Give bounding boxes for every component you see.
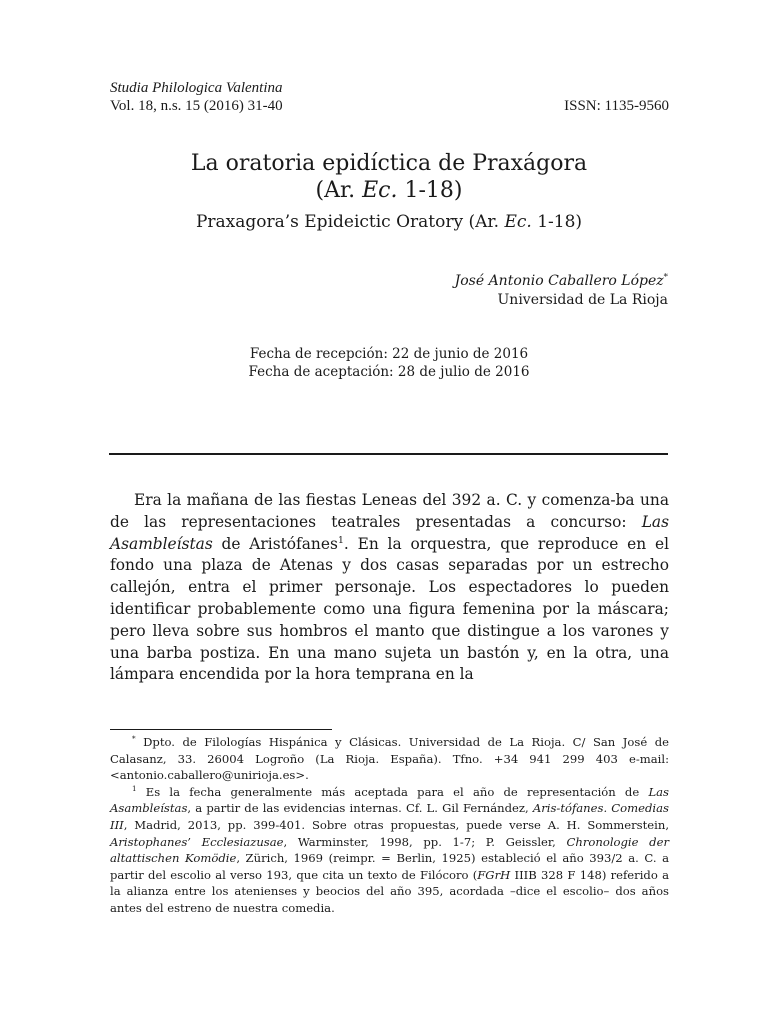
english-title-work: Ec.: [504, 212, 532, 232]
english-title-post: 1-18): [531, 212, 583, 232]
author-name-text: José Antonio Caballero López: [454, 273, 664, 289]
footnote-author-mark: *: [132, 734, 136, 744]
header-rule: [109, 453, 668, 455]
footnote-1-work-2: Aris-tófanes. Comedias III: [110, 801, 669, 832]
title-line-1: La oratoria epidíctica de Praxágora: [190, 151, 588, 176]
title-line-2-post: 1-18): [397, 178, 463, 203]
title-line-2-work: Ec.: [362, 178, 398, 203]
footnote-1-text-b: , a partir de las evidencias internas. Cf. L. Gil Fernández,: [187, 801, 533, 816]
volume-line: [110, 98, 669, 115]
footnote-1-work-4: Chronologie der altattischen Komödie: [110, 834, 669, 866]
footnote-1-mark: 1: [132, 783, 137, 793]
footnotes: [110, 734, 669, 917]
title-line-2-pre: (Ar.: [315, 178, 363, 203]
body-paragraph: [110, 490, 669, 686]
footnote-1-text-d: , Warminster, 1998, pp. 1-7; P. Geissler,: [283, 834, 567, 849]
body-text-1: Era la mañana de las fiestas Leneas del 392 a. C. y comenza-ba una de las representaciones teatrales presentadas a concurso:: [110, 491, 669, 531]
footnote-ref-1[interactable]: 1: [337, 534, 344, 546]
body-text-2: de Aristófanes: [212, 534, 338, 553]
article-title: [0, 150, 768, 204]
footnote-1: [110, 784, 669, 917]
body-work-title: Las Asambleístas: [110, 512, 669, 553]
author-footnote-mark[interactable]: *: [663, 272, 668, 283]
footnote-author-text: Dpto. de Filologías Hispánica y Clásicas. Universidad de La Rioja. C/ San José de Calasanz, 33. 26004 Logroño (La Rioja. España). Tfno. +34 941 299 403 e-mail: <antonio.caballero@unirioja.es>.: [110, 735, 669, 783]
footnote-1-text-f: IIIB 328 F 148) referido a la alianza entre los atenienses y beocios del año 395, acordada –dice el escolio– dos años antes del estreno de nuestra comedia.: [110, 867, 669, 915]
footnote-1-text-a: Es la fecha generalmente más aceptada para el año de representación de: [136, 784, 649, 799]
body-text-3: . En la orquestra, que reproduce en el fondo una plaza de Atenas y dos casas separadas por un estrecho callejón, entra el primer personaje. Los espectadores lo pueden identificar probablemente como una figura femenina por la máscara; pero lleva sobre sus hombros el manto que distingue a los varones y una barba postiza. En una mano sujeta un bastón y, en la otra, una lámpara encendida por la hora temprana en la: [110, 534, 669, 684]
footnote-1-work-1: Las Asambleístas: [110, 784, 669, 816]
journal-name: Studia Philologica Valentina: [110, 80, 283, 96]
volume-info: Vol. 18, n.s. 15 (2016) 31-40: [110, 98, 283, 114]
footnote-1-work-5: FGrH: [477, 867, 511, 882]
author-block: [455, 272, 668, 310]
footnote-rule: [110, 729, 332, 730]
english-title-pre: Praxagora’s Epideictic Oratory (Ar.: [195, 212, 505, 232]
issn: ISSN: 1135-9560: [564, 98, 669, 114]
english-title: [0, 212, 768, 232]
footnote-1-text-e: , Zürich, 1969 (reimpr. = Berlin, 1925) estableció el año 393/2 a. C. a partir del escolio al verso 193, que cita un texto de Filócoro (: [110, 851, 669, 882]
title-line-2: [0, 177, 768, 204]
author-name: [455, 272, 668, 291]
footnote-1-text-c: , Madrid, 2013, pp. 399-401. Sobre otras propuestas, puede verse A. H. Sommerstein,: [123, 817, 669, 832]
dates-block: [0, 345, 768, 381]
received-date: Fecha de recepción: 22 de junio de 2016: [249, 346, 529, 362]
accepted-date: Fecha de aceptación: 28 de julio de 2016: [248, 364, 530, 380]
footnote-1-work-3: Aristophanes’ Ecclesiazusae: [110, 834, 284, 849]
author-affiliation: Universidad de La Rioja: [497, 292, 668, 308]
footnote-author: [110, 734, 669, 784]
